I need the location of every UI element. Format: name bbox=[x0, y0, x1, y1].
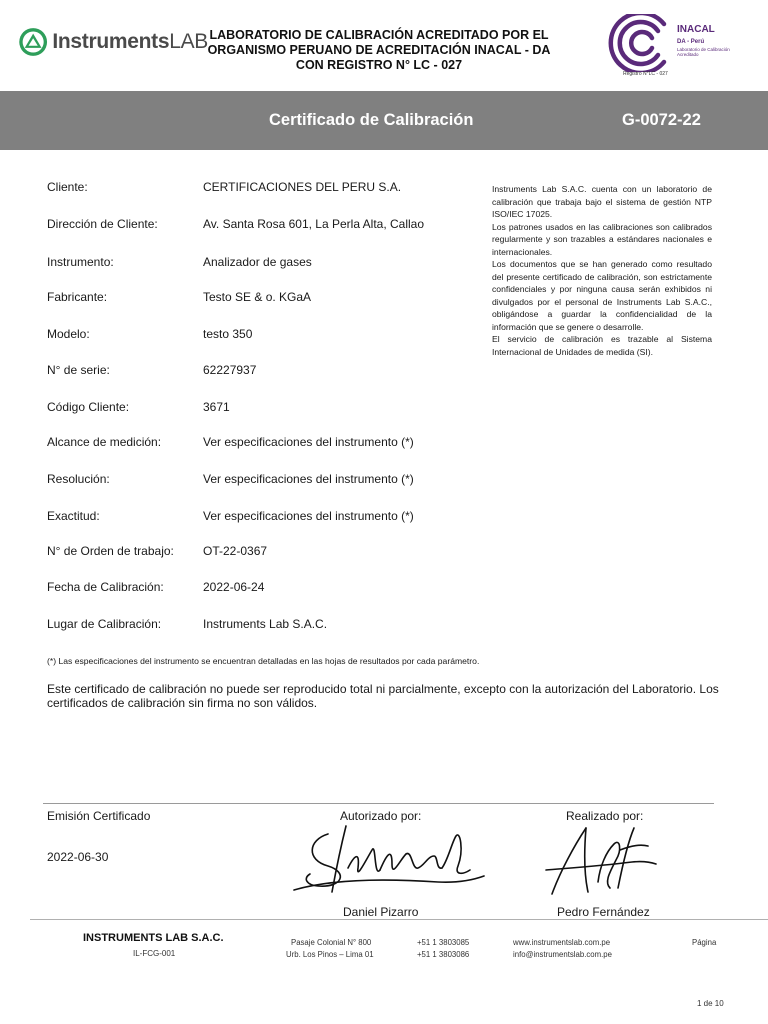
field-value: Testo SE & o. KGaA bbox=[203, 290, 312, 304]
field-value: Analizador de gases bbox=[203, 255, 312, 269]
instrumentslab-logo bbox=[18, 22, 208, 62]
field-label: Resolución: bbox=[47, 472, 110, 486]
field-label: Exactitud: bbox=[47, 509, 100, 523]
realizado-signature bbox=[540, 822, 660, 898]
field-row bbox=[47, 580, 477, 596]
emision-date: 2022-06-30 bbox=[47, 850, 109, 864]
field-label: N° de serie: bbox=[47, 363, 110, 377]
field-label: Instrumento: bbox=[47, 255, 114, 269]
field-row bbox=[47, 327, 477, 343]
field-value: OT-22-0367 bbox=[203, 544, 268, 558]
field-label: Lugar de Calibración: bbox=[47, 617, 162, 631]
footer-address-line-1: Pasaje Colonial N° 800 bbox=[291, 938, 372, 947]
field-row bbox=[47, 472, 477, 488]
field-row bbox=[47, 180, 477, 196]
field-row bbox=[47, 255, 477, 271]
certificate-code: G-0072-22 bbox=[622, 111, 701, 129]
footer-company: INSTRUMENTS LAB S.A.C. bbox=[83, 932, 224, 944]
field-label: N° de Orden de trabajo: bbox=[47, 544, 174, 558]
page-number: 1 de 10 bbox=[697, 999, 724, 1008]
inacal-arcs-icon bbox=[598, 14, 674, 72]
inacal-subtitle: DA - Perú bbox=[677, 39, 705, 45]
emision-label: Emisión Certificado bbox=[47, 809, 151, 823]
field-label: Dirección de Cliente: bbox=[47, 217, 158, 231]
field-value: 2022-06-24 bbox=[203, 580, 265, 594]
field-row bbox=[47, 363, 477, 379]
statement-paragraph: Los documentos que se han generado como resultado del presente certificado de calibración, son estrictamente confidenciales y por ninguna causa serán exhibidos ni divulgados por el personal de Instruments Lab S.A.C., obligándose a guardar la confidencialidad de la información que se genere o desarrolle. bbox=[492, 259, 712, 332]
realizado-name: Pedro Fernández bbox=[557, 905, 650, 919]
footer-address-line-2: Urb. Los Pinos – Lima 01 bbox=[286, 950, 374, 959]
autorizado-label: Autorizado por: bbox=[340, 809, 422, 823]
inacal-logo bbox=[598, 14, 738, 80]
header bbox=[0, 0, 768, 90]
logo-text: InstrumentsLAB bbox=[52, 30, 208, 53]
inacal-registro: Registro N°LC - 027 bbox=[623, 71, 668, 77]
inacal-name: INACAL bbox=[677, 24, 715, 35]
field-value: testo 350 bbox=[203, 327, 253, 341]
footer-email-link[interactable]: info@instrumentslab.com.pe bbox=[513, 950, 612, 959]
realizado-label: Realizado por: bbox=[566, 809, 644, 823]
field-value: Ver especificaciones del instrumento (*) bbox=[203, 472, 414, 486]
field-value: Av. Santa Rosa 601, La Perla Alta, Callao bbox=[203, 217, 425, 231]
autorizado-signature bbox=[288, 820, 488, 900]
certificate-banner bbox=[0, 91, 768, 150]
field-row bbox=[47, 509, 477, 525]
field-value: CERTIFICACIONES DEL PERU S.A. bbox=[203, 180, 402, 194]
field-row bbox=[47, 617, 477, 633]
field-label: Modelo: bbox=[47, 327, 90, 341]
footer-phone-1: +51 1 3803085 bbox=[417, 938, 470, 947]
field-value: Ver especificaciones del instrumento (*) bbox=[203, 435, 414, 449]
lab-accreditation-title: LABORATORIO DE CALIBRACIÓN ACREDITADO POR EL ORGANISMO PERUANO DE ACREDITACIÓN INACAL - DA CON REGISTRO N° LC - 027 bbox=[207, 28, 551, 72]
lab-statement bbox=[492, 183, 712, 358]
field-row bbox=[47, 290, 477, 306]
footer-page-label: Página bbox=[692, 938, 717, 947]
field-label: Código Cliente: bbox=[47, 400, 130, 414]
field-value: 3671 bbox=[203, 400, 230, 414]
field-label: Fecha de Calibración: bbox=[47, 580, 164, 594]
statement-paragraph: El servicio de calibración es trazable al Sistema Internacional de Unidades de medida (SI). bbox=[492, 334, 712, 357]
footer-website-link[interactable]: www.instrumentslab.com.pe bbox=[513, 938, 611, 947]
field-row bbox=[47, 435, 477, 451]
autorizado-name: Daniel Pizarro bbox=[343, 905, 419, 919]
reproduction-disclaimer: Este certificado de calibración no puede ser reproducido total ni parcialmente, excepto con la autorización del Laboratorio. Los certificados de calibración sin firma no son válidos. bbox=[47, 682, 719, 710]
field-label: Alcance de medición: bbox=[47, 435, 162, 449]
statement-paragraph: Los patrones usados en las calibraciones son calibrados regularmente y son trazables a estándares nacionales e internacionales. bbox=[492, 221, 712, 257]
footer-divider bbox=[30, 919, 768, 920]
certificate-title: Certificado de Calibración bbox=[269, 111, 474, 129]
field-value: 62227937 bbox=[203, 363, 257, 377]
specifications-note: (*) Las especificaciones del instrumento se encuentran detalladas en las hojas de resultados por cada parámetro. bbox=[47, 656, 480, 666]
footer-phone-2: +51 1 3803086 bbox=[417, 950, 470, 959]
logo-triangle-icon bbox=[18, 24, 48, 60]
field-value: Ver especificaciones del instrumento (*) bbox=[203, 509, 414, 523]
statement-paragraph: Instruments Lab S.A.C. cuenta con un laboratorio de calibración que trabaja bajo el sistema de gestión NTP ISO/IEC 17025. bbox=[492, 184, 712, 219]
field-row bbox=[47, 400, 477, 416]
field-row bbox=[47, 544, 477, 560]
signature-divider bbox=[43, 803, 714, 804]
footer-form-code: IL-FCG-001 bbox=[133, 949, 176, 958]
field-row bbox=[47, 217, 477, 233]
field-value: Instruments Lab S.A.C. bbox=[203, 617, 328, 631]
inacal-description: Laboratorio de Calibración Acreditado bbox=[677, 47, 730, 57]
field-label: Cliente: bbox=[47, 180, 88, 194]
field-label: Fabricante: bbox=[47, 290, 108, 304]
